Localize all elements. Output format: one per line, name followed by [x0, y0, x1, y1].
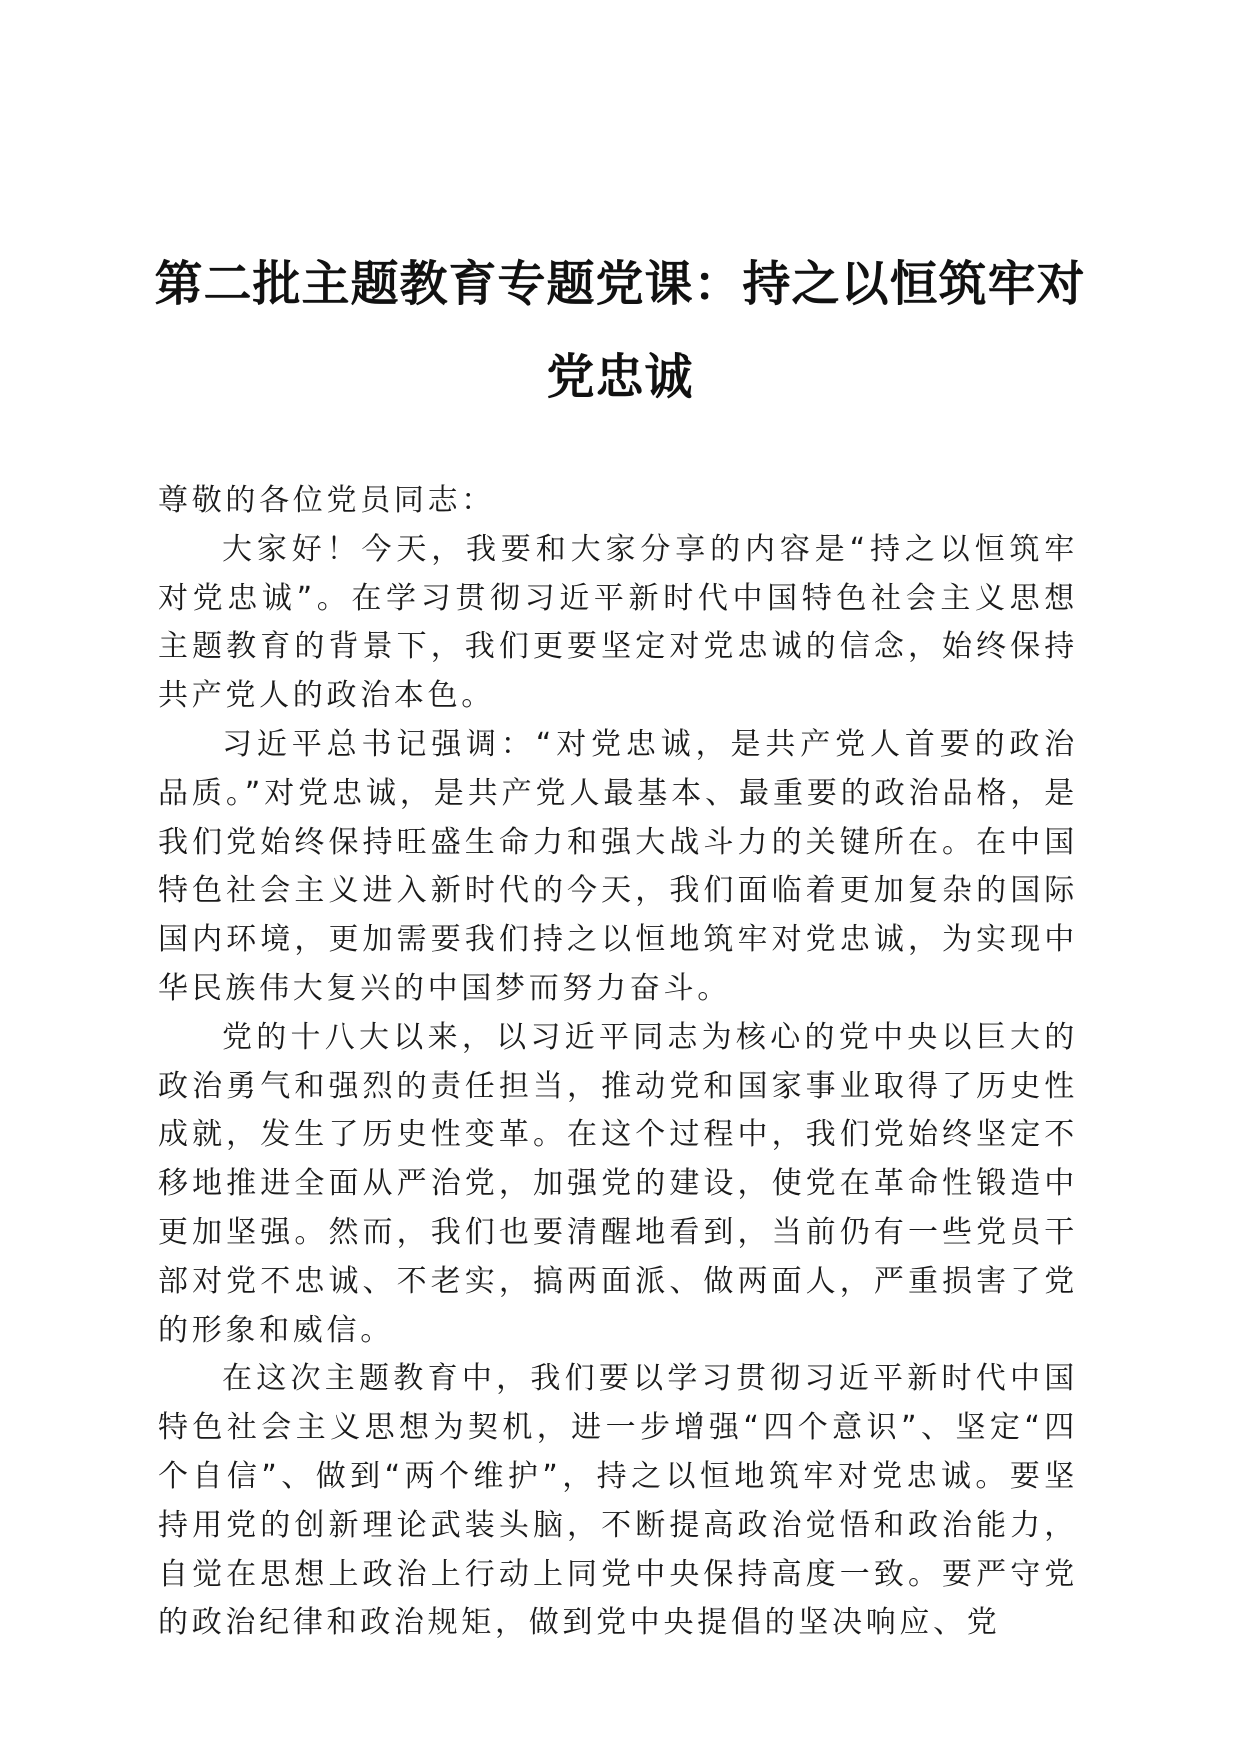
document-body: [158, 477, 1078, 1648]
document-title: 第二批主题教育专题党课：持之以恒筑牢对党忠诚: [154, 256, 1086, 405]
salutation: 尊敬的各位党员同志：: [158, 483, 495, 518]
paragraph-1: 大家好！今天，我要和大家分享的内容是“持之以恒筑牢对党忠诚”。在学习贯彻习近平新时代中国特色社会主义思想主题教育的背景下，我们更要坚定对党忠诚的信念，始终保持共产党人的政治本色。: [158, 531, 1078, 714]
paragraph-4: 在这次主题教育中，我们要以学习贯彻习近平新时代中国特色社会主义思想为契机，进一步增强“四个意识”、坚定“四个自信”、做到“两个维护”，持之以恒地筑牢对党忠诚。要坚持用党的创新理论武装头脑，不断提高政治觉悟和政治能力，自觉在思想上政治上行动上同党中央保持高度一致。要严守党的政治纪律和政治规矩，做到党中央提倡的坚决响应、党: [158, 1361, 1078, 1641]
paragraph-3: 党的十八大以来，以习近平同志为核心的党中央以巨大的政治勇气和强烈的责任担当，推动党和国家事业取得了历史性成就，发生了历史性变革。在这个过程中，我们党始终坚定不移地推进全面从严治党，加强党的建设，使党在革命性锻造中更加坚强。然而，我们也要清醒地看到，当前仍有一些党员干部对党不忠诚、不老实，搞两面派、做两面人，严重损害了党的形象和威信。: [158, 1019, 1078, 1348]
paragraph-2: 习近平总书记强调：“对党忠诚，是共产党人首要的政治品质。”对党忠诚，是共产党人最基本、最重要的政治品格，是我们党始终保持旺盛生命力和强大战斗力的关键所在。在中国特色社会主义进入新时代的今天，我们面临着更加复杂的国际国内环境，更加需要我们持之以恒地筑牢对党忠诚，为实现中华民族伟大复兴的中国梦而努力奋斗。: [158, 726, 1078, 1006]
